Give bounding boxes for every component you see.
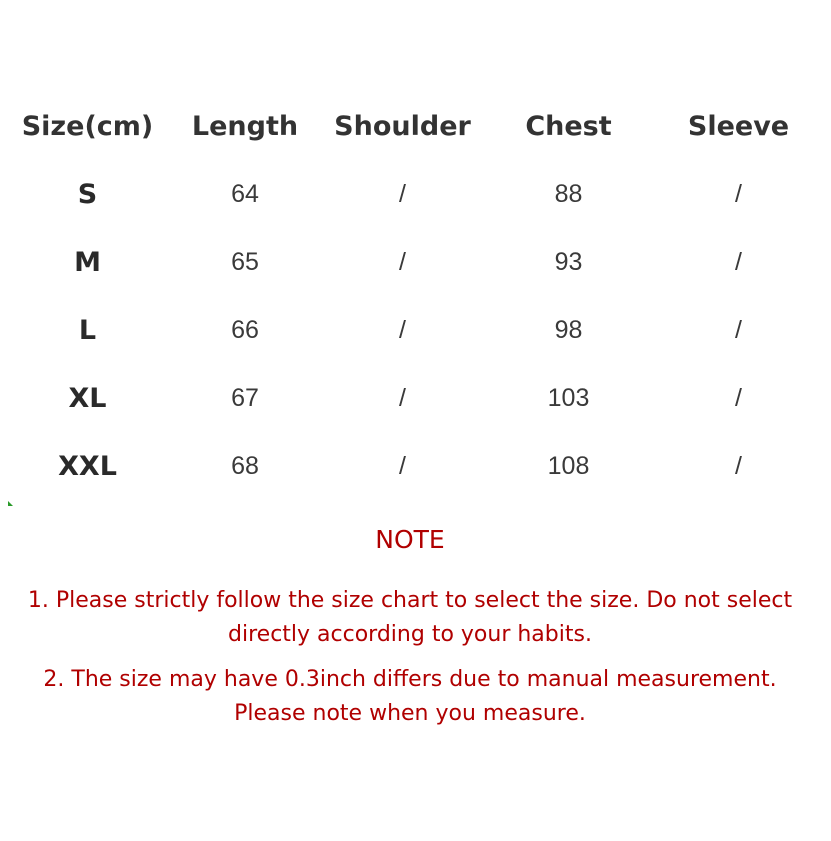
cell-length: 65 bbox=[231, 247, 259, 276]
cell-chest: 103 bbox=[547, 383, 590, 412]
cell-shoulder: / bbox=[399, 247, 406, 276]
size-chart-table bbox=[5, 92, 825, 500]
note-section bbox=[10, 522, 810, 742]
cell-chest: 88 bbox=[554, 179, 583, 208]
cell-chest: 98 bbox=[554, 315, 583, 344]
note-item: 1. Please strictly follow the size chart to select the size. Do not select directly according to your habits. bbox=[27, 588, 793, 647]
note-item: 2. The size may have 0.3inch differs due to manual measurement. Please note when you measure. bbox=[43, 667, 777, 726]
cell-sleeve: / bbox=[735, 383, 742, 412]
header-chest: Chest bbox=[525, 110, 612, 142]
cell-size: M bbox=[74, 246, 101, 278]
cell-shoulder: / bbox=[399, 179, 406, 208]
cell-size: L bbox=[78, 314, 97, 346]
note-title: NOTE bbox=[375, 525, 445, 554]
table-row bbox=[5, 296, 825, 364]
cell-size: XL bbox=[68, 382, 107, 414]
cell-sleeve: / bbox=[735, 451, 742, 480]
corner-mark bbox=[8, 501, 13, 506]
cell-chest: 93 bbox=[554, 247, 583, 276]
cell-length: 67 bbox=[231, 383, 259, 412]
cell-sleeve: / bbox=[735, 179, 742, 208]
cell-size: S bbox=[77, 178, 98, 210]
cell-shoulder: / bbox=[399, 315, 406, 344]
cell-size: XXL bbox=[58, 450, 117, 482]
cell-chest: 108 bbox=[547, 451, 590, 480]
cell-shoulder: / bbox=[399, 383, 406, 412]
table-row bbox=[5, 364, 825, 432]
table-row bbox=[5, 228, 825, 296]
header-size: Size(cm) bbox=[21, 110, 154, 142]
cell-length: 64 bbox=[231, 179, 259, 208]
cell-sleeve: / bbox=[735, 315, 742, 344]
header-shoulder: Shoulder bbox=[334, 110, 471, 142]
table-header-row bbox=[5, 92, 825, 160]
cell-length: 68 bbox=[231, 451, 259, 480]
header-sleeve: Sleeve bbox=[687, 110, 790, 142]
cell-shoulder: / bbox=[399, 451, 406, 480]
cell-sleeve: / bbox=[735, 247, 742, 276]
table-row bbox=[5, 432, 825, 500]
table-row bbox=[5, 160, 825, 228]
header-length: Length bbox=[191, 110, 299, 142]
cell-length: 66 bbox=[231, 315, 259, 344]
